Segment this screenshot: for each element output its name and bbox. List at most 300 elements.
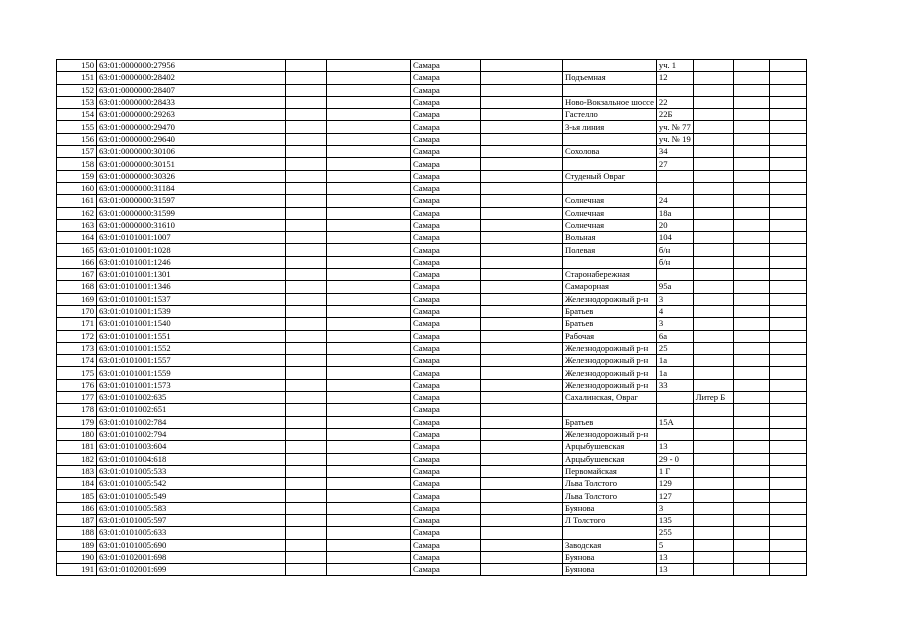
empty-cell [481,232,563,244]
cadastral-number: 63:01:0101001:1028 [97,244,286,256]
empty-cell [733,305,769,317]
empty-cell [481,490,563,502]
note-cell [693,342,733,354]
house-cell: б/н [656,256,693,268]
empty-cell [481,367,563,379]
empty-cell [327,121,411,133]
cadastral-number: 63:01:0000000:30326 [97,170,286,182]
street-cell: Арцыбушевская [563,441,657,453]
table-row [57,207,807,219]
street-cell: Солнечная [563,195,657,207]
house-cell [656,84,693,96]
note-cell [693,305,733,317]
street-cell: Подъемная [563,72,657,84]
house-cell [656,170,693,182]
note-cell [693,96,733,108]
row-number: 158 [57,158,97,170]
table-row [57,219,807,231]
street-cell [563,182,657,194]
street-cell: Арцыбушевская [563,453,657,465]
empty-cell [286,527,327,539]
street-cell [563,133,657,145]
house-cell: 22 [656,96,693,108]
empty-cell [327,551,411,563]
empty-cell [286,158,327,170]
table-body [57,60,807,576]
house-cell: уч. № 19 [656,133,693,145]
table-row [57,96,807,108]
empty-cell [327,342,411,354]
empty-cell [733,428,769,440]
table-row [57,416,807,428]
empty-cell [286,318,327,330]
empty-cell [286,355,327,367]
city-cell: Самара [411,318,481,330]
cadastral-number: 63:01:0101004:618 [97,453,286,465]
empty-cell [286,428,327,440]
house-cell [656,182,693,194]
row-number: 160 [57,182,97,194]
table-row [57,182,807,194]
house-cell: 20 [656,219,693,231]
street-cell: Сахалинская, Овраг [563,392,657,404]
table-row [57,293,807,305]
empty-cell [769,404,806,416]
street-cell: Буянова [563,564,657,576]
table-row [57,441,807,453]
row-number: 187 [57,514,97,526]
empty-cell [481,84,563,96]
empty-cell [733,269,769,281]
house-cell: 104 [656,232,693,244]
cadastral-number: 63:01:0000000:28433 [97,96,286,108]
house-cell: 15А [656,416,693,428]
cadastral-number: 63:01:0101001:1007 [97,232,286,244]
row-number: 154 [57,109,97,121]
note-cell [693,72,733,84]
city-cell: Самара [411,564,481,576]
city-cell: Самара [411,84,481,96]
street-cell: Заводская [563,539,657,551]
empty-cell [286,72,327,84]
empty-cell [733,146,769,158]
empty-cell [769,84,806,96]
house-cell: 5 [656,539,693,551]
cadastral-number: 63:01:0000000:28402 [97,72,286,84]
empty-cell [286,232,327,244]
empty-cell [481,318,563,330]
empty-cell [286,514,327,526]
table-row [57,490,807,502]
empty-cell [481,453,563,465]
empty-cell [327,195,411,207]
city-cell: Самара [411,232,481,244]
city-cell: Самара [411,244,481,256]
house-cell: 127 [656,490,693,502]
cadastral-number: 63:01:0000000:30151 [97,158,286,170]
note-cell [693,404,733,416]
row-number: 161 [57,195,97,207]
empty-cell [769,195,806,207]
empty-cell [286,109,327,121]
cadastral-number: 63:01:0000000:31597 [97,195,286,207]
note-cell [693,490,733,502]
empty-cell [481,514,563,526]
empty-cell [733,293,769,305]
empty-cell [733,219,769,231]
table-row [57,281,807,293]
empty-cell [286,244,327,256]
city-cell: Самара [411,551,481,563]
row-number: 166 [57,256,97,268]
empty-cell [286,305,327,317]
empty-cell [733,514,769,526]
street-cell: Сохолова [563,146,657,158]
city-cell: Самара [411,355,481,367]
house-cell: 255 [656,527,693,539]
note-cell [693,207,733,219]
note-cell [693,465,733,477]
city-cell: Самара [411,404,481,416]
house-cell: 129 [656,478,693,490]
row-number: 172 [57,330,97,342]
house-cell: 18а [656,207,693,219]
street-cell: Рабочая [563,330,657,342]
row-number: 153 [57,96,97,108]
cadastral-number: 63:01:0000000:31184 [97,182,286,194]
empty-cell [286,146,327,158]
empty-cell [481,96,563,108]
note-cell [693,514,733,526]
empty-cell [769,502,806,514]
empty-cell [327,465,411,477]
table-row [57,367,807,379]
table-row [57,502,807,514]
cadastral-number: 63:01:0000000:27956 [97,60,286,72]
note-cell [693,281,733,293]
empty-cell [733,330,769,342]
house-cell: 22Б [656,109,693,121]
row-number: 178 [57,404,97,416]
empty-cell [327,207,411,219]
empty-cell [733,342,769,354]
empty-cell [286,133,327,145]
empty-cell [481,146,563,158]
table-row [57,305,807,317]
city-cell: Самара [411,121,481,133]
cadastral-number: 63:01:0000000:29263 [97,109,286,121]
empty-cell [286,465,327,477]
empty-cell [481,428,563,440]
city-cell: Самара [411,539,481,551]
empty-cell [286,256,327,268]
table-row [57,170,807,182]
note-cell [693,60,733,72]
row-number: 150 [57,60,97,72]
empty-cell [769,182,806,194]
empty-cell [286,207,327,219]
row-number: 181 [57,441,97,453]
house-cell: 12 [656,72,693,84]
city-cell: Самара [411,428,481,440]
city-cell: Самара [411,514,481,526]
row-number: 186 [57,502,97,514]
empty-cell [769,109,806,121]
city-cell: Самара [411,109,481,121]
empty-cell [733,170,769,182]
empty-cell [769,256,806,268]
table-row [57,109,807,121]
street-cell: Вольная [563,232,657,244]
row-number: 159 [57,170,97,182]
street-cell: Железнодорожный р-н [563,367,657,379]
table-row [57,404,807,416]
table-row [57,72,807,84]
city-cell: Самара [411,170,481,182]
street-cell [563,84,657,96]
empty-cell [769,428,806,440]
row-number: 173 [57,342,97,354]
street-cell: Железнодорожный р-н [563,342,657,354]
empty-cell [481,121,563,133]
street-cell: Братьев [563,305,657,317]
cadastral-number: 63:01:0101001:1301 [97,269,286,281]
empty-cell [733,281,769,293]
table-row [57,195,807,207]
empty-cell [481,392,563,404]
row-number: 168 [57,281,97,293]
street-cell: Братьев [563,318,657,330]
empty-cell [733,158,769,170]
city-cell: Самара [411,502,481,514]
note-cell [693,121,733,133]
empty-cell [481,527,563,539]
cadastral-number: 63:01:0101002:794 [97,428,286,440]
row-number: 182 [57,453,97,465]
note-cell [693,551,733,563]
empty-cell [481,564,563,576]
house-cell: 1а [656,367,693,379]
empty-cell [733,441,769,453]
note-cell [693,527,733,539]
note-cell [693,330,733,342]
empty-cell [769,293,806,305]
empty-cell [327,355,411,367]
city-cell: Самара [411,195,481,207]
empty-cell [769,170,806,182]
empty-cell [733,404,769,416]
house-cell [656,269,693,281]
empty-cell [327,170,411,182]
empty-cell [286,182,327,194]
table-row [57,551,807,563]
empty-cell [733,551,769,563]
street-cell [563,158,657,170]
table-row [57,539,807,551]
cadastral-number: 63:01:0102001:699 [97,564,286,576]
city-cell: Самара [411,281,481,293]
city-cell: Самара [411,293,481,305]
cadastral-number: 63:01:0101001:1557 [97,355,286,367]
city-cell: Самара [411,96,481,108]
cadastral-number: 63:01:0101002:635 [97,392,286,404]
note-cell [693,269,733,281]
row-number: 174 [57,355,97,367]
row-number: 164 [57,232,97,244]
empty-cell [769,72,806,84]
cadastral-number: 63:01:0101001:1539 [97,305,286,317]
house-cell [656,392,693,404]
row-number: 188 [57,527,97,539]
street-cell [563,60,657,72]
empty-cell [327,84,411,96]
empty-cell [286,367,327,379]
empty-cell [481,281,563,293]
note-cell [693,367,733,379]
empty-cell [733,478,769,490]
house-cell: 3 [656,502,693,514]
note-cell: Литер Б [693,392,733,404]
note-cell [693,355,733,367]
table-row [57,146,807,158]
empty-cell [327,502,411,514]
house-cell: уч. 1 [656,60,693,72]
street-cell [563,256,657,268]
empty-cell [327,539,411,551]
table-row [57,158,807,170]
table-row [57,133,807,145]
street-cell: Солнечная [563,219,657,231]
empty-cell [481,330,563,342]
empty-cell [733,367,769,379]
empty-cell [769,367,806,379]
empty-cell [733,416,769,428]
city-cell: Самара [411,330,481,342]
note-cell [693,158,733,170]
city-cell: Самара [411,416,481,428]
note-cell [693,564,733,576]
empty-cell [327,441,411,453]
house-cell: 95а [656,281,693,293]
table-row [57,84,807,96]
city-cell: Самара [411,453,481,465]
table-row [57,269,807,281]
house-cell: 13 [656,441,693,453]
street-cell: Братьев [563,416,657,428]
empty-cell [481,379,563,391]
empty-cell [733,539,769,551]
empty-cell [769,305,806,317]
city-cell: Самара [411,146,481,158]
city-cell: Самара [411,72,481,84]
empty-cell [286,293,327,305]
empty-cell [286,195,327,207]
street-cell: Железнодорожный р-н [563,379,657,391]
table-row [57,355,807,367]
note-cell [693,318,733,330]
empty-cell [769,244,806,256]
city-cell: Самара [411,367,481,379]
street-cell: Полевая [563,244,657,256]
data-table [56,59,807,576]
empty-cell [481,269,563,281]
note-cell [693,232,733,244]
note-cell [693,244,733,256]
empty-cell [733,232,769,244]
note-cell [693,182,733,194]
empty-cell [769,146,806,158]
note-cell [693,478,733,490]
empty-cell [769,441,806,453]
cadastral-number: 63:01:0101001:1551 [97,330,286,342]
cadastral-number: 63:01:0000000:29640 [97,133,286,145]
empty-cell [769,355,806,367]
empty-cell [286,478,327,490]
empty-cell [481,342,563,354]
city-cell: Самара [411,219,481,231]
empty-cell [481,60,563,72]
cadastral-number: 63:01:0101005:533 [97,465,286,477]
empty-cell [769,342,806,354]
city-cell: Самара [411,465,481,477]
note-cell [693,195,733,207]
house-cell: 25 [656,342,693,354]
table-row [57,428,807,440]
row-number: 152 [57,84,97,96]
empty-cell [286,502,327,514]
row-number: 185 [57,490,97,502]
empty-cell [769,551,806,563]
empty-cell [733,72,769,84]
empty-cell [327,244,411,256]
empty-cell [327,367,411,379]
table-row [57,379,807,391]
empty-cell [286,219,327,231]
empty-cell [733,244,769,256]
note-cell [693,502,733,514]
table-row [57,121,807,133]
empty-cell [769,465,806,477]
empty-cell [769,96,806,108]
cadastral-number: 63:01:0101005:690 [97,539,286,551]
street-cell: Гастелло [563,109,657,121]
empty-cell [481,244,563,256]
row-number: 171 [57,318,97,330]
table-row [57,465,807,477]
note-cell [693,453,733,465]
row-number: 156 [57,133,97,145]
empty-cell [733,207,769,219]
table-row [57,564,807,576]
empty-cell [769,232,806,244]
house-cell [656,428,693,440]
street-cell: Буянова [563,502,657,514]
row-number: 183 [57,465,97,477]
street-cell: Солнечная [563,207,657,219]
row-number: 167 [57,269,97,281]
cadastral-number: 63:01:0101005:597 [97,514,286,526]
empty-cell [286,84,327,96]
house-cell: 13 [656,551,693,563]
empty-cell [327,392,411,404]
empty-cell [733,182,769,194]
empty-cell [481,158,563,170]
empty-cell [481,133,563,145]
cadastral-number: 63:01:0000000:31610 [97,219,286,231]
row-number: 157 [57,146,97,158]
empty-cell [733,564,769,576]
empty-cell [327,318,411,330]
